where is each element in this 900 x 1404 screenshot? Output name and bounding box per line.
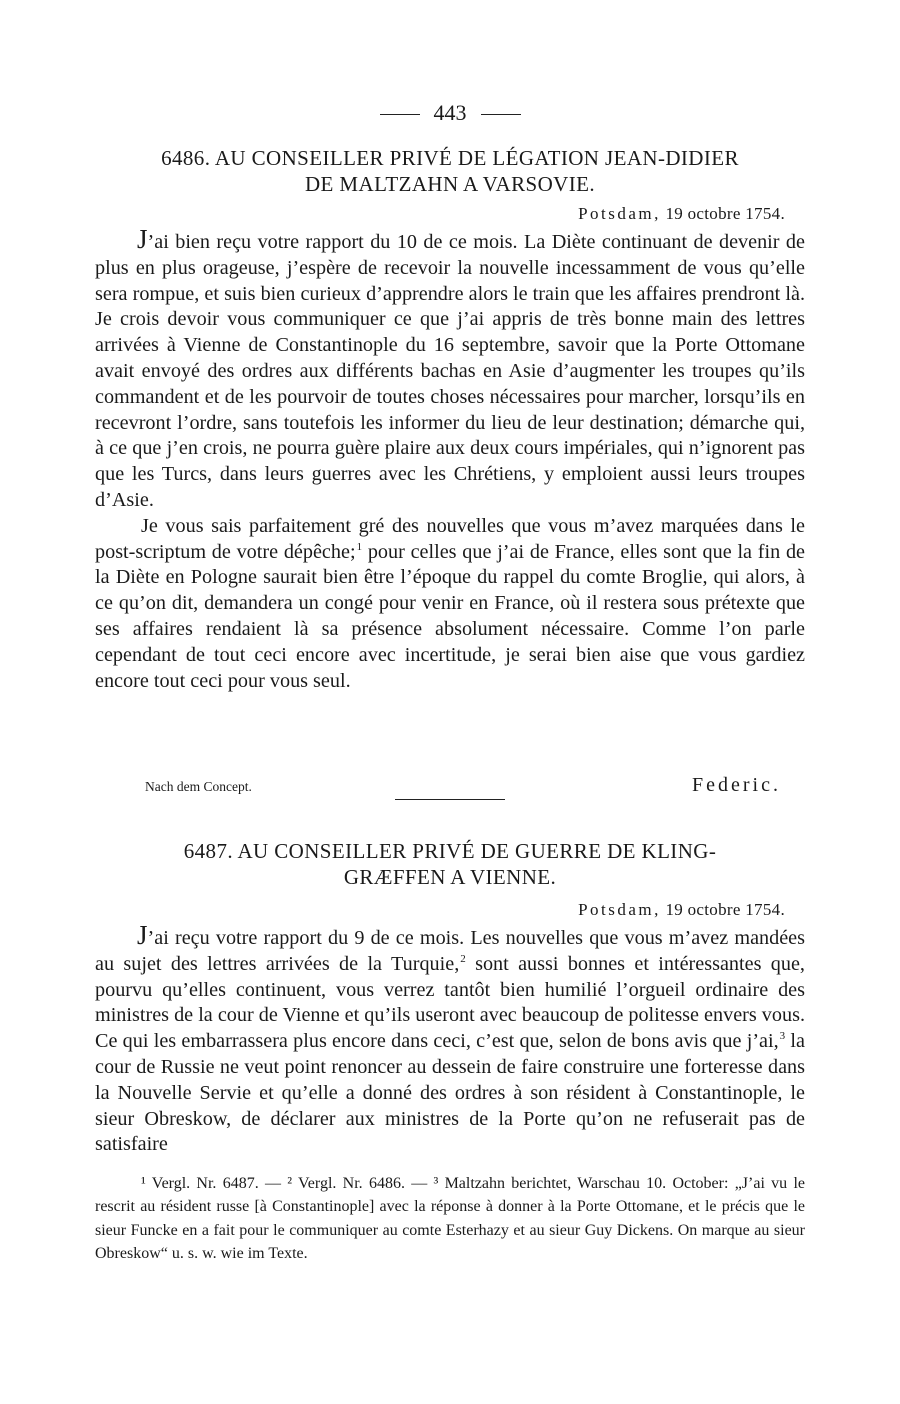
drop-initial: J	[137, 920, 148, 950]
page-number-dash-left	[380, 114, 420, 115]
footnote-ref-1: 1	[356, 540, 363, 553]
footnote-ref-3: 3	[779, 1030, 786, 1043]
footnotes	[95, 1172, 805, 1266]
page-number-dash-right	[481, 114, 521, 115]
letter-6487-paragraph-1: J’ai reçu votre rapport du 9 de ce mois. Les nouvelles que vous m’avez mandées au sujet des lettres arrivées de la Turquie,$^2$ sont aussi bonnes et intéressantes que, pourvu qu’elles continuent, vous verrez tantôt bien humilié l’orgueil ordinaire des ministres de la cour de Vienne et qu’ils useront avec beaucoup de politesse envers vous. Ce qui les embarrassera plus encore dans ceci, c’est que, selon de bons avis que j’ai,$^3$ la cour de Russie ne veut point renoncer au dessein de faire construire une forteresse dans la Nouvelle Servie et qu’elle a donné des ordres à son résident à Constantinople, le sieur Obreskow, de déclarer aux ministres de la Porte qu’on ne refuserait pas de satisfaire	[95, 920, 805, 1156]
letter-6486-place: Potsdam,	[578, 204, 661, 223]
letter-6486-dateline	[578, 203, 785, 225]
letter-6486-paragraph-2: Je vous sais parfaitement gré des nouvelles que vous m’avez marquées dans le post-scriptum de votre dépêche;$^1$ pour celles que j’ai de France, elles sont que la fin de la Diète en Pologne saurait bien être l’époque du rappel du comte Broglie, qui alors, à ce qu’on dit, demandera un congé pour venir en France, où il restera sous prétexte que ses affaires rendaient là sa présence absolument nécessaire. Comme l’on parle cependant de tout ceci encore avec incertitude, je serai bien aise que vous gardiez encore tout ceci pour vous seul.	[95, 514, 805, 692]
source-note: Nach dem Concept.	[145, 779, 252, 794]
drop-initial: J	[137, 224, 148, 254]
section-divider	[395, 799, 505, 800]
footnote-ref-2: 2	[460, 953, 466, 966]
letter-6486-heading	[95, 145, 805, 197]
signature: Federic.	[692, 774, 781, 796]
letter-6487-heading-line1: 6487. AU CONSEILLER PRIVÉ DE GUERRE DE KLING-	[183, 839, 717, 863]
letter-6486-paragraph-1: J’ai bien reçu votre rapport du 10 de ce mois. La Diète continuant de devenir de plus en plus orageuse, j’espère de recevoir la nouvelle incessamment de vous qu’elle sera rompue, et suis bien curieux d’apprendre alors le train que les affaires prendront là. Je crois devoir vous communiquer ce que j’ai appris de très bonne main des lettres arrivées à Vienne de Constantinople du 16 septembre, savoir que la Porte Ottomane avait envoyé des ordres aux différents bachas en Asie d’augmenter les troupes qu’ils commandent et de les pourvoir de toutes choses nécessaires pour marcher, lorsqu’ils en recevront l’ordre, sans toutefois les informer du lieu de leur destination; démarche qui, à ce que j’en crois, ne pourra guère plaire aux deux cours impériales, qui n’ignorent pas que les Turcs, dans leurs guerres avec les Chrétiens, y emploient aussi leurs troupes d’Asie.	[95, 224, 805, 511]
letter-6486-closing	[95, 776, 805, 800]
letter-6486-body	[95, 224, 805, 694]
footnote-text: ¹ Vergl. Nr. 6487. — ² Vergl. Nr. 6486. — ³ Maltzahn berichtet, Warschau 10. October: „J’ai vu le rescrit au résident russe [à Constantinople] avec la réponse à donner à la Porte Ottomane, et le précis que le sieur Funcke en a fait pour le communiquer au comte Esterhazy et au sieur Guy Dickens. On marque au sieur Obreskow“ u. s. w. wie im Texte.	[95, 1175, 805, 1263]
letter-6487-body	[95, 920, 805, 1158]
letter-6486-heading-line2: DE MALTZAHN A VARSOVIE.	[304, 172, 595, 196]
letter-6487-date: 19 octobre 1754.	[665, 900, 785, 919]
page-number: 443	[95, 100, 805, 126]
letter-6487-heading	[95, 838, 805, 890]
letter-6487-dateline	[578, 899, 785, 921]
letter-6487-place: Potsdam,	[578, 900, 661, 919]
letter-6486-heading-line1: 6486. AU CONSEILLER PRIVÉ DE LÉGATION JEAN-DIDIER	[161, 146, 739, 170]
letter-6486-date: 19 octobre 1754.	[665, 204, 785, 223]
letter-6487-heading-line2: GRÆFFEN A VIENNE.	[343, 865, 557, 889]
